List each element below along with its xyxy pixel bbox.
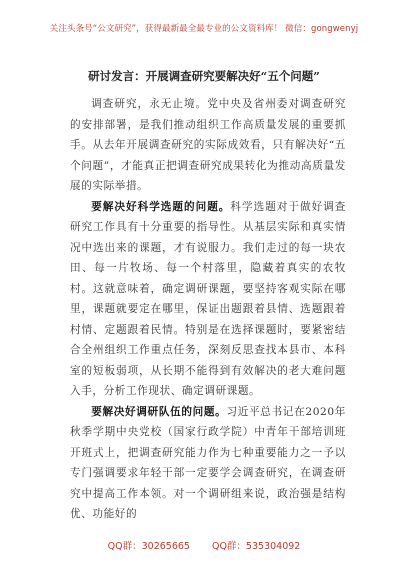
paragraph-text: 调查研究，永无止境。党中央及省州委对调查研究的安排部署，是我们推动组织工作高质量发展的重要抓手。从去年开展调查研究的实际成效看，只有解决好“五个问题”，才能真正把调查研究成果转化为推动高质量发展的实际举措。 <box>70 98 346 192</box>
paragraph-intro <box>70 94 346 197</box>
footer-qq-group-2: QQ群：535304092 <box>211 541 301 552</box>
paragraph-lead: 要解决好调研队伍的问题。 <box>91 405 227 418</box>
paragraph-lead: 要解决好科学选题的问题。 <box>91 200 231 213</box>
footer-qq-groups <box>0 538 408 552</box>
document-body <box>70 94 346 525</box>
paragraph-research-team <box>70 402 346 525</box>
paragraph-text: 习近平总书记在2020年秋季学期中央党校（国家行政学院）中青年干部培训班开班式上，把调查研究能力作为七种重要能力之一予以专门强调要求年轻干部一定要学会调查研究，在调查研究中提高工作本领。对一个调研组来说，政治强是结构优、功能好的 <box>70 405 346 520</box>
paragraph-topic-selection <box>70 197 346 402</box>
footer-qq-group-1: QQ群：30265665 <box>107 541 190 552</box>
document-title: 研讨发言：开展调查研究要解决好“五个问题” <box>88 69 320 83</box>
paragraph-text: 科学选题对于做好调查研究工作具有十分重要的指导性。从基层实际和真实情况中选出来的课题，才有说服力。我们走过的每一块农田、每一片牧场、每一个村落里，隐藏着真实的农牧村。这就意味着，确定调研课题，要坚持客观实际在哪里，课题就要定在哪里，保证出题跟着县情、选题跟着村情、定题跟着民情。特别是在选择课题时，要紧密结合全州组织工作重点任务，深刻反思查找本县市、本科室的短板弱项，从长期不能得到有效解决的老大难问题入手，分析工作现状、确定调研课题。 <box>70 200 347 397</box>
header-watermark-note: 关注头条号“公文研究”，获得最新最全最专业的公文资料库！ 微信：gongwenyj <box>49 24 359 34</box>
